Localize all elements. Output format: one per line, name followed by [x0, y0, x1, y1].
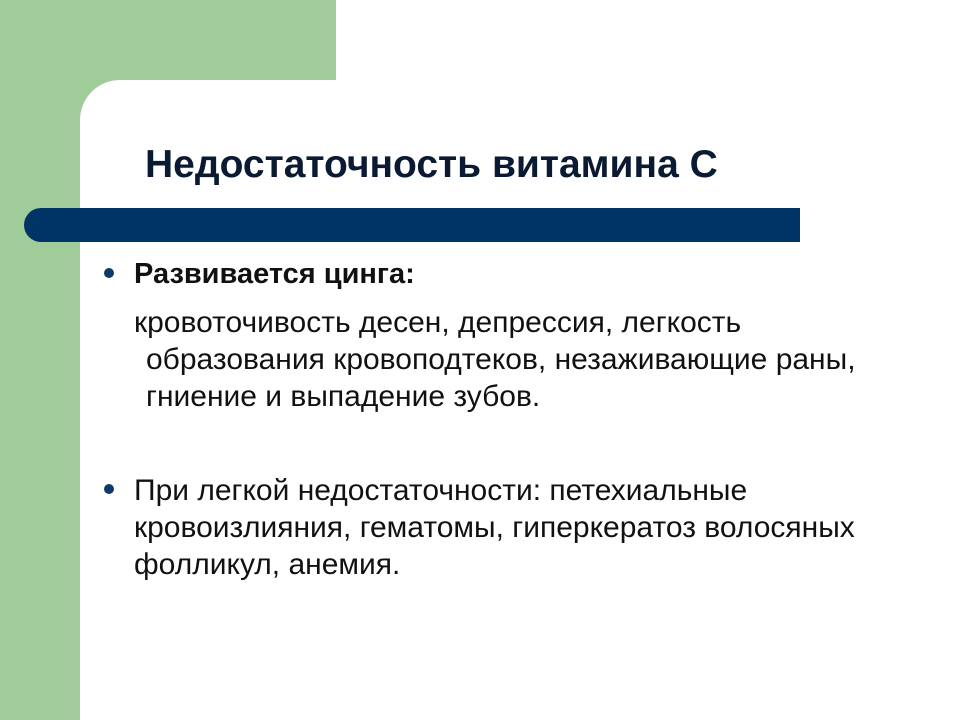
bullet-1-heading: Развивается цинга:	[134, 258, 415, 290]
bullet-2-text: При легкой недостаточности: петехиальные кровоизлияния, гематомы, гиперкератоз волосяных фолликул, анемия.	[134, 474, 855, 581]
bullet-dot-icon	[104, 484, 114, 494]
slide-title: Недостаточность витамина С	[145, 143, 718, 186]
bullet-1-body: кровоточивость десен, депрессия, легкость образования кровоподтеков, незаживающие раны, гниение и выпадение зубов.	[134, 306, 856, 413]
bullet-dot-icon	[104, 268, 114, 278]
